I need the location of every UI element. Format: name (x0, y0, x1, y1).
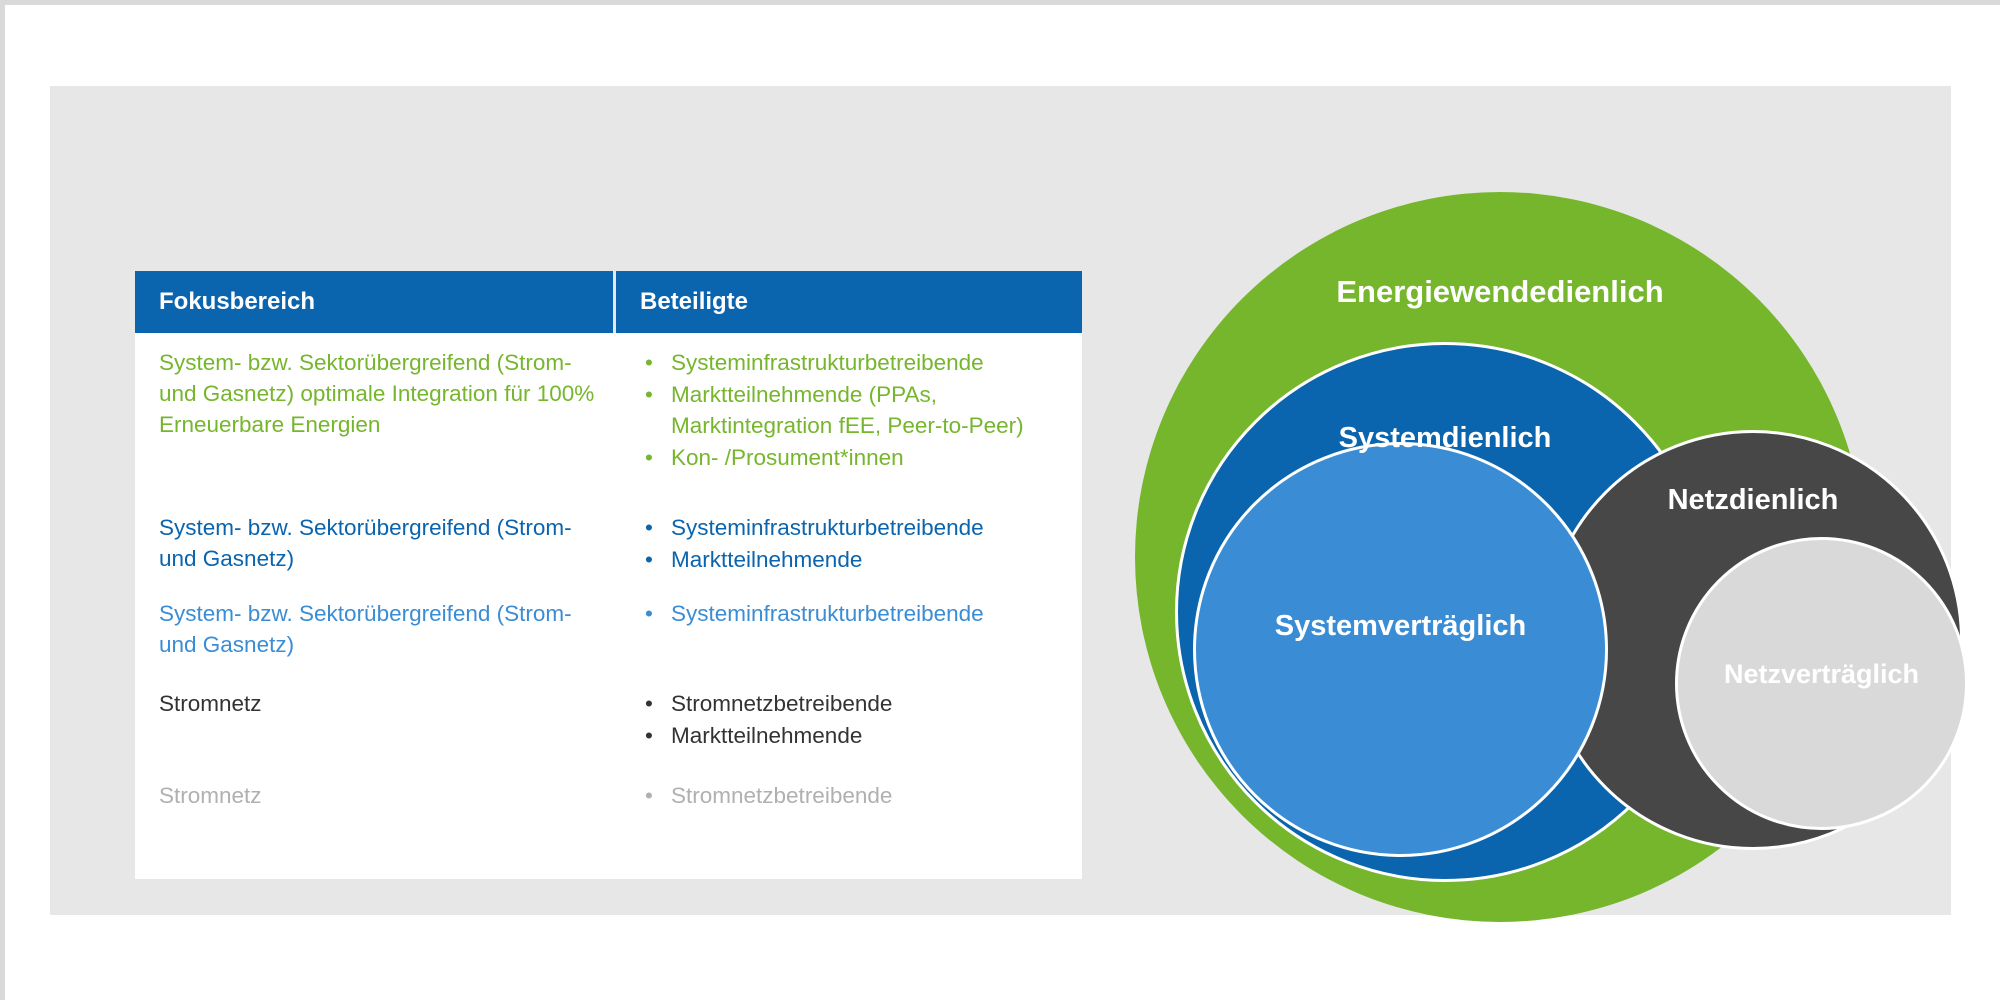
list-item (637, 688, 1082, 719)
table-row (135, 347, 1082, 474)
list-item (637, 379, 1082, 441)
table-cell-participants (613, 512, 1082, 576)
bullet-dot: • (645, 783, 653, 808)
table-cell-focus: Stromnetz (159, 691, 262, 716)
bullet-dot: • (645, 515, 653, 540)
list-item (637, 347, 1082, 378)
list-item-label: Stromnetzbetreibende (671, 691, 893, 716)
table-cell-participants (613, 347, 1082, 474)
list-item (637, 544, 1082, 575)
list-item (637, 442, 1082, 473)
list-item-label: Kon- /Prosument*innen (671, 445, 904, 470)
table-cell-participants (613, 688, 1082, 752)
venn-label-netzdienlich: Netzdienlich (1667, 484, 1839, 516)
list-item-label: Systeminfrastrukturbetreibende (671, 350, 984, 375)
table-cell-focus: System- bzw. Sektorübergreifend (Strom- und Gasnetz) (159, 601, 572, 657)
table-row (135, 598, 1082, 660)
table-cell-focus: System- bzw. Sektorübergreifend (Strom- und Gasnetz) (159, 515, 572, 571)
table-cell-participants (613, 780, 1082, 812)
row-spacer (135, 588, 1082, 598)
table-body (135, 333, 1082, 812)
list-item-label: Stromnetzbetreibende (671, 783, 893, 808)
table-header-fokusbereich: Fokusbereich (159, 288, 316, 315)
list-item (637, 598, 1082, 629)
venn-label-systemdienlich: Systemdienlich (1338, 422, 1552, 454)
list-item-label: Systeminfrastrukturbetreibende (671, 601, 984, 626)
table-row (135, 512, 1082, 576)
list-item-label: Marktteilnehmende (PPAs, Marktintegration fEE, Peer-to-Peer) (671, 382, 1024, 438)
table-cell-focus: System- bzw. Sektorübergreifend (Strom- und Gasnetz) optimale Integration für 100% Erneuerbare Energien (159, 350, 595, 437)
bullet-dot: • (645, 691, 653, 716)
venn-label-systemvertraeglich: Systemverträglich (1274, 610, 1527, 642)
venn-label-netzvertraeglich: Netzverträglich (1723, 659, 1920, 689)
content-panel (50, 86, 1951, 915)
table-cell-focus: Stromnetz (159, 783, 262, 808)
bullet-dot: • (645, 547, 653, 572)
row-spacer (135, 672, 1082, 688)
list-item-label: Marktteilnehmende (671, 723, 863, 748)
table-header-row (135, 271, 1082, 333)
table-row (135, 780, 1082, 812)
table-cell-participants (613, 598, 1082, 660)
focus-areas-table (135, 271, 1082, 879)
list-item (637, 512, 1082, 543)
list-item-label: Systeminfrastrukturbetreibende (671, 515, 984, 540)
slide-top-border (0, 0, 2000, 5)
list-item-label: Marktteilnehmende (671, 547, 863, 572)
row-spacer (135, 486, 1082, 512)
venn-label-energiewendedienlich: Energiewendedienlich (1336, 274, 1664, 309)
bullet-dot: • (645, 723, 653, 748)
list-item (637, 720, 1082, 751)
table-row (135, 688, 1082, 752)
bullet-dot: • (645, 445, 653, 470)
row-spacer (135, 764, 1082, 780)
bullet-dot: • (645, 350, 653, 375)
list-item (637, 780, 1082, 811)
bullet-dot: • (645, 601, 653, 626)
table-header-beteiligte: Beteiligte (613, 271, 1082, 333)
venn-diagram (1135, 192, 1965, 922)
bullet-dot: • (645, 382, 653, 407)
slide-left-border (0, 0, 5, 1000)
